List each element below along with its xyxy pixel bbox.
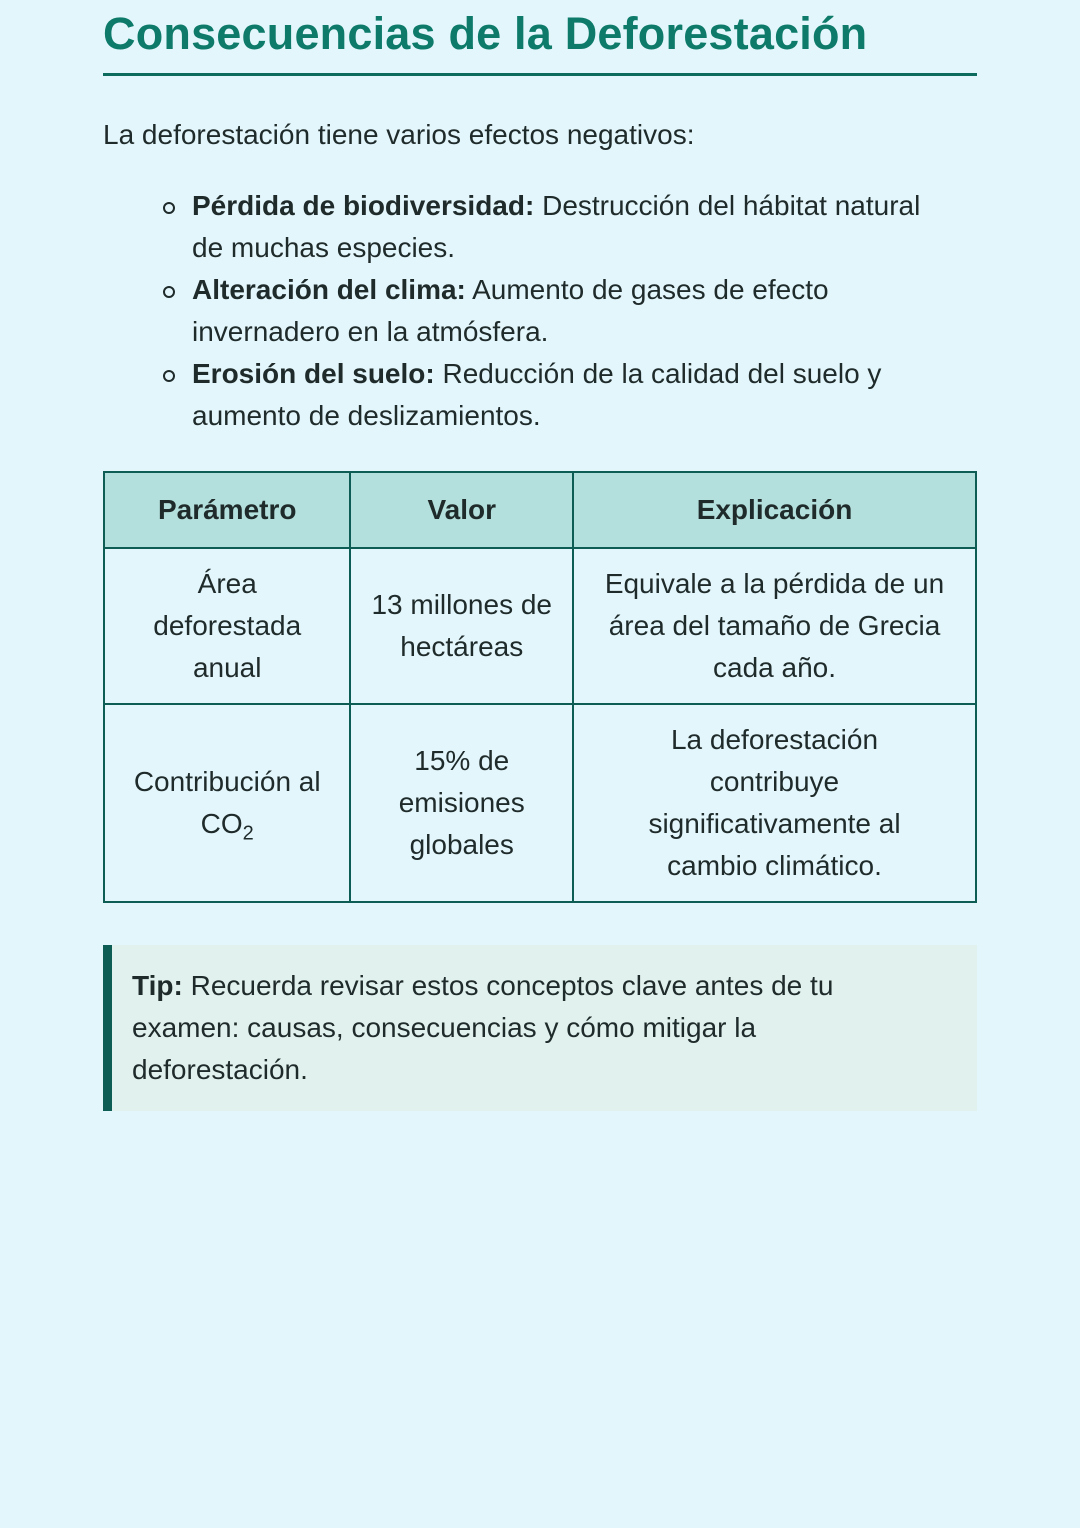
header-parametro: Parámetro — [104, 472, 350, 548]
list-item-text: Reducción de la calidad del suelo y aumento de deslizamientos. — [192, 358, 882, 431]
table-header-row — [104, 472, 976, 548]
table-row — [104, 548, 976, 704]
list-item — [192, 269, 977, 353]
list-item — [192, 185, 977, 269]
page-content — [103, 0, 977, 1111]
list-item-term: Erosión del suelo: — [192, 358, 435, 389]
tip-label: Tip: — [132, 970, 183, 1001]
cell-valor: 13 millones de hectáreas — [350, 548, 573, 704]
title-divider — [103, 73, 977, 76]
list-item — [192, 353, 977, 437]
cell-explicacion: Equivale a la pérdida de un área del tamaño de Grecia cada año. — [573, 548, 976, 704]
tip-callout — [103, 945, 977, 1111]
tip-text: Recuerda revisar estos conceptos clave antes de tu examen: causas, consecuencias y cómo mitigar la deforestación. — [132, 970, 834, 1085]
cell-parametro-text: Contribución al CO — [133, 766, 321, 839]
hollow-circle-bullet-icon — [163, 202, 175, 214]
table-row — [104, 704, 976, 902]
list-item-text: Aumento de gases de efecto invernadero en la atmósfera. — [192, 274, 829, 347]
header-explicacion: Explicación — [573, 472, 976, 548]
list-item-text: Destrucción del hábitat natural de muchas especies. — [192, 190, 921, 263]
intro-text: La deforestación tiene varios efectos negativos: — [103, 119, 695, 150]
cell-explicacion: La deforestación contribuye significativamente al cambio climático. — [573, 704, 976, 902]
subscript-two: 2 — [242, 822, 254, 845]
list-item-term: Pérdida de biodiversidad: — [192, 190, 535, 221]
list-item-term: Alteración del clima: — [192, 274, 466, 305]
cell-valor: 15% de emisiones globales — [350, 704, 573, 902]
hollow-circle-bullet-icon — [163, 286, 175, 298]
effects-list — [103, 185, 977, 437]
cell-parametro — [104, 704, 350, 902]
cell-parametro: Área deforestada anual — [104, 548, 350, 704]
deforestation-table — [103, 471, 977, 903]
hollow-circle-bullet-icon — [163, 370, 175, 382]
header-valor: Valor — [350, 472, 573, 548]
page-title: Consecuencias de la Deforestación — [103, 8, 868, 59]
